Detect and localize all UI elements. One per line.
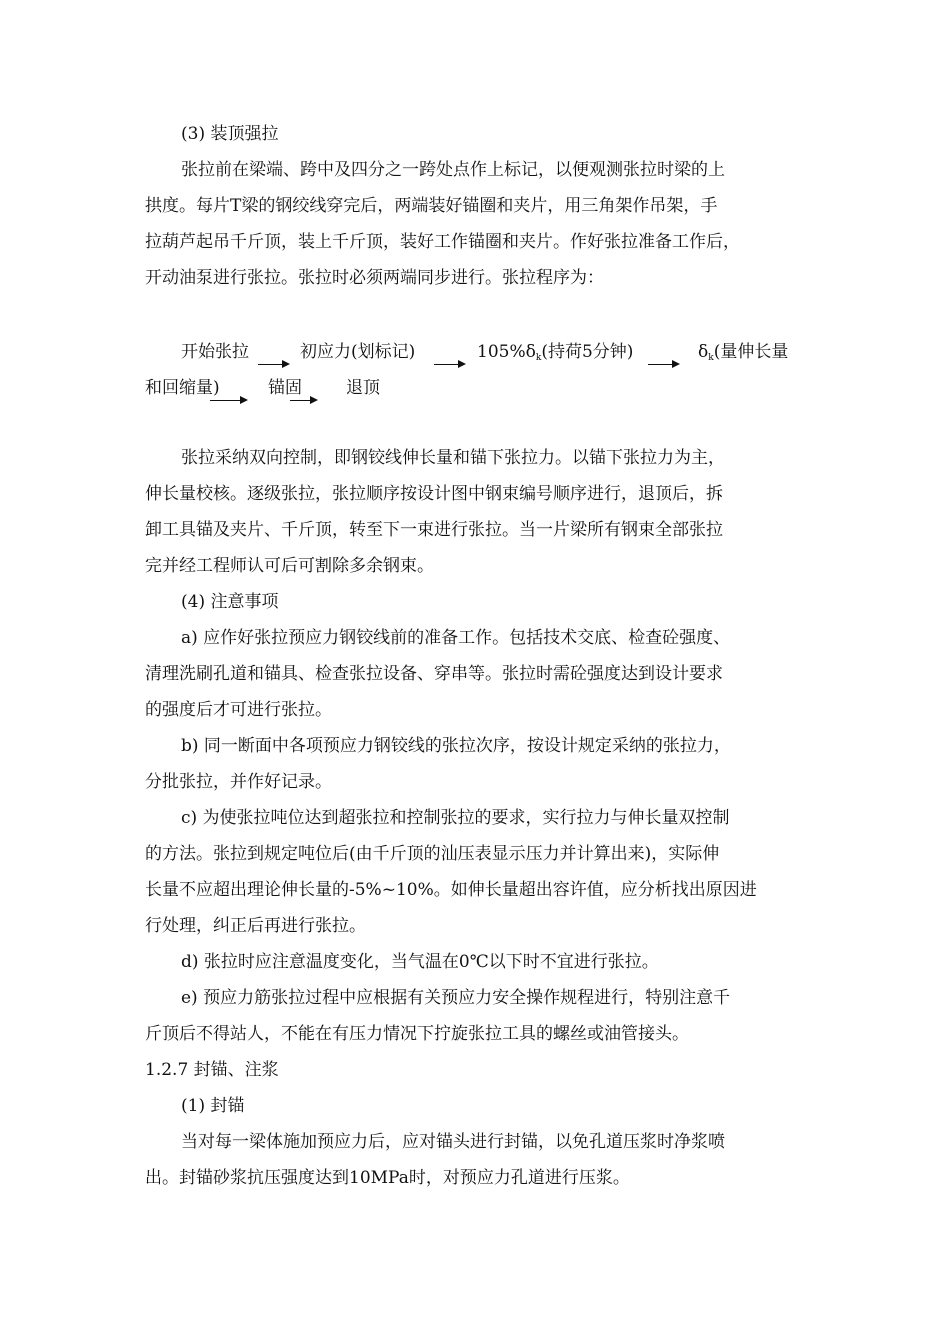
note-c-line: 行处理，纠正后再进行张拉。 — [145, 916, 366, 936]
flow-step-measure: $\delta_k$(量伸长量 — [698, 342, 789, 363]
paragraph-line: 卸工具锚及夹片、千斤顶，转至下一束进行张拉。当一片梁所有钢束全部张拉 — [145, 520, 723, 540]
paragraph-line: 拱度。每片T梁的钢绞线穿完后，两端装好锚圈和夹片，用三角架作吊架，手 — [145, 196, 718, 216]
paragraph-line: 当对每一梁体施加预应力后，应对锚头进行封锚，以免孔道压浆时净浆喷 — [181, 1132, 725, 1152]
note-b-line: 分批张拉，并作好记录。 — [145, 772, 332, 792]
note-e-line: 斤顶后不得站人，不能在有压力情况下拧旋张拉工具的螺丝或油管接头。 — [145, 1024, 689, 1044]
paragraph-line: 完并经工程师认可后可割除多余钢束。 — [145, 556, 434, 576]
paragraph-line: 拉葫芦起吊千斤顶，装上千斤顶，装好工作锚圈和夹片。作好张拉准备工作后， — [145, 232, 740, 252]
note-b-line: b) 同一断面中各项预应力钢铰线的张拉次序，按设计规定采纳的张拉力， — [181, 736, 731, 756]
flow-arrow-icon — [258, 364, 288, 365]
flow-step-start: 开始张拉 — [181, 342, 249, 362]
paragraph-line: 伸长量校核。逐级张拉，张拉顺序按设计图中钢束编号顺序进行，退顶后，拆 — [145, 484, 723, 504]
flow-arrow-icon — [648, 364, 678, 365]
flow-arrow-icon — [434, 364, 464, 365]
paragraph-line: 开动油泵进行张拉。张拉时必须两端同步进行。张拉程序为： — [145, 268, 604, 288]
flow-step-measure-cont: 和回缩量) — [145, 378, 220, 398]
note-a-line: 清理洗刷孔道和锚具、检查张拉设备、穿串等。张拉时需砼强度达到设计要求 — [145, 664, 723, 684]
paragraph-line: 张拉采纳双向控制，即钢铰线伸长量和锚下张拉力。以锚下张拉力为主， — [181, 448, 725, 468]
note-a-line: a) 应作好张拉预应力钢铰线前的准备工作。包括技术交底、检查砼强度、 — [181, 628, 731, 648]
flow-step-retract: 退顶 — [346, 378, 380, 398]
flow-step-anchor: 锚固 — [268, 378, 302, 398]
note-c-line: 的方法。张拉到规定吨位后(由千斤顶的汕压表显示压力并计算出来)，实际伸 — [145, 844, 720, 864]
flow-arrow-icon — [290, 400, 316, 401]
flow-step-initial-stress: 初应力(划标记) — [300, 342, 416, 362]
paragraph-line: 出。封锚砂浆抗压强度达到10MPa时，对预应力孔道进行压浆。 — [145, 1168, 630, 1188]
note-d-line: d) 张拉时应注意温度变化，当气温在0℃以下时不宜进行张拉。 — [181, 952, 659, 972]
note-a-line: 的强度后才可进行张拉。 — [145, 700, 332, 720]
flow-step-105: $105\%\delta_k$(持荷5分钟) — [477, 342, 634, 363]
subsection-heading: (1) 封锚 — [181, 1096, 245, 1116]
section-1-2-7-heading: 1.2.7 封锚、注浆 — [145, 1060, 279, 1080]
paragraph-line: 张拉前在梁端、跨中及四分之一跨处点作上标记，以便观测张拉时梁的上 — [181, 160, 725, 180]
note-c-line: c) 为使张拉吨位达到超张拉和控制张拉的要求，实行拉力与伸长量双控制 — [181, 808, 730, 828]
section-3-heading: (3) 装顶强拉 — [181, 124, 279, 144]
flow-arrow-icon — [210, 400, 246, 401]
section-4-heading: (4) 注意事项 — [181, 592, 279, 612]
note-e-line: e) 预应力筋张拉过程中应根据有关预应力安全操作规程进行，特别注意千 — [181, 988, 731, 1008]
note-c-line: 长量不应超出理论伸长量的-5%~10%。如伸长量超出容许值，应分析找出原因进 — [145, 880, 757, 900]
